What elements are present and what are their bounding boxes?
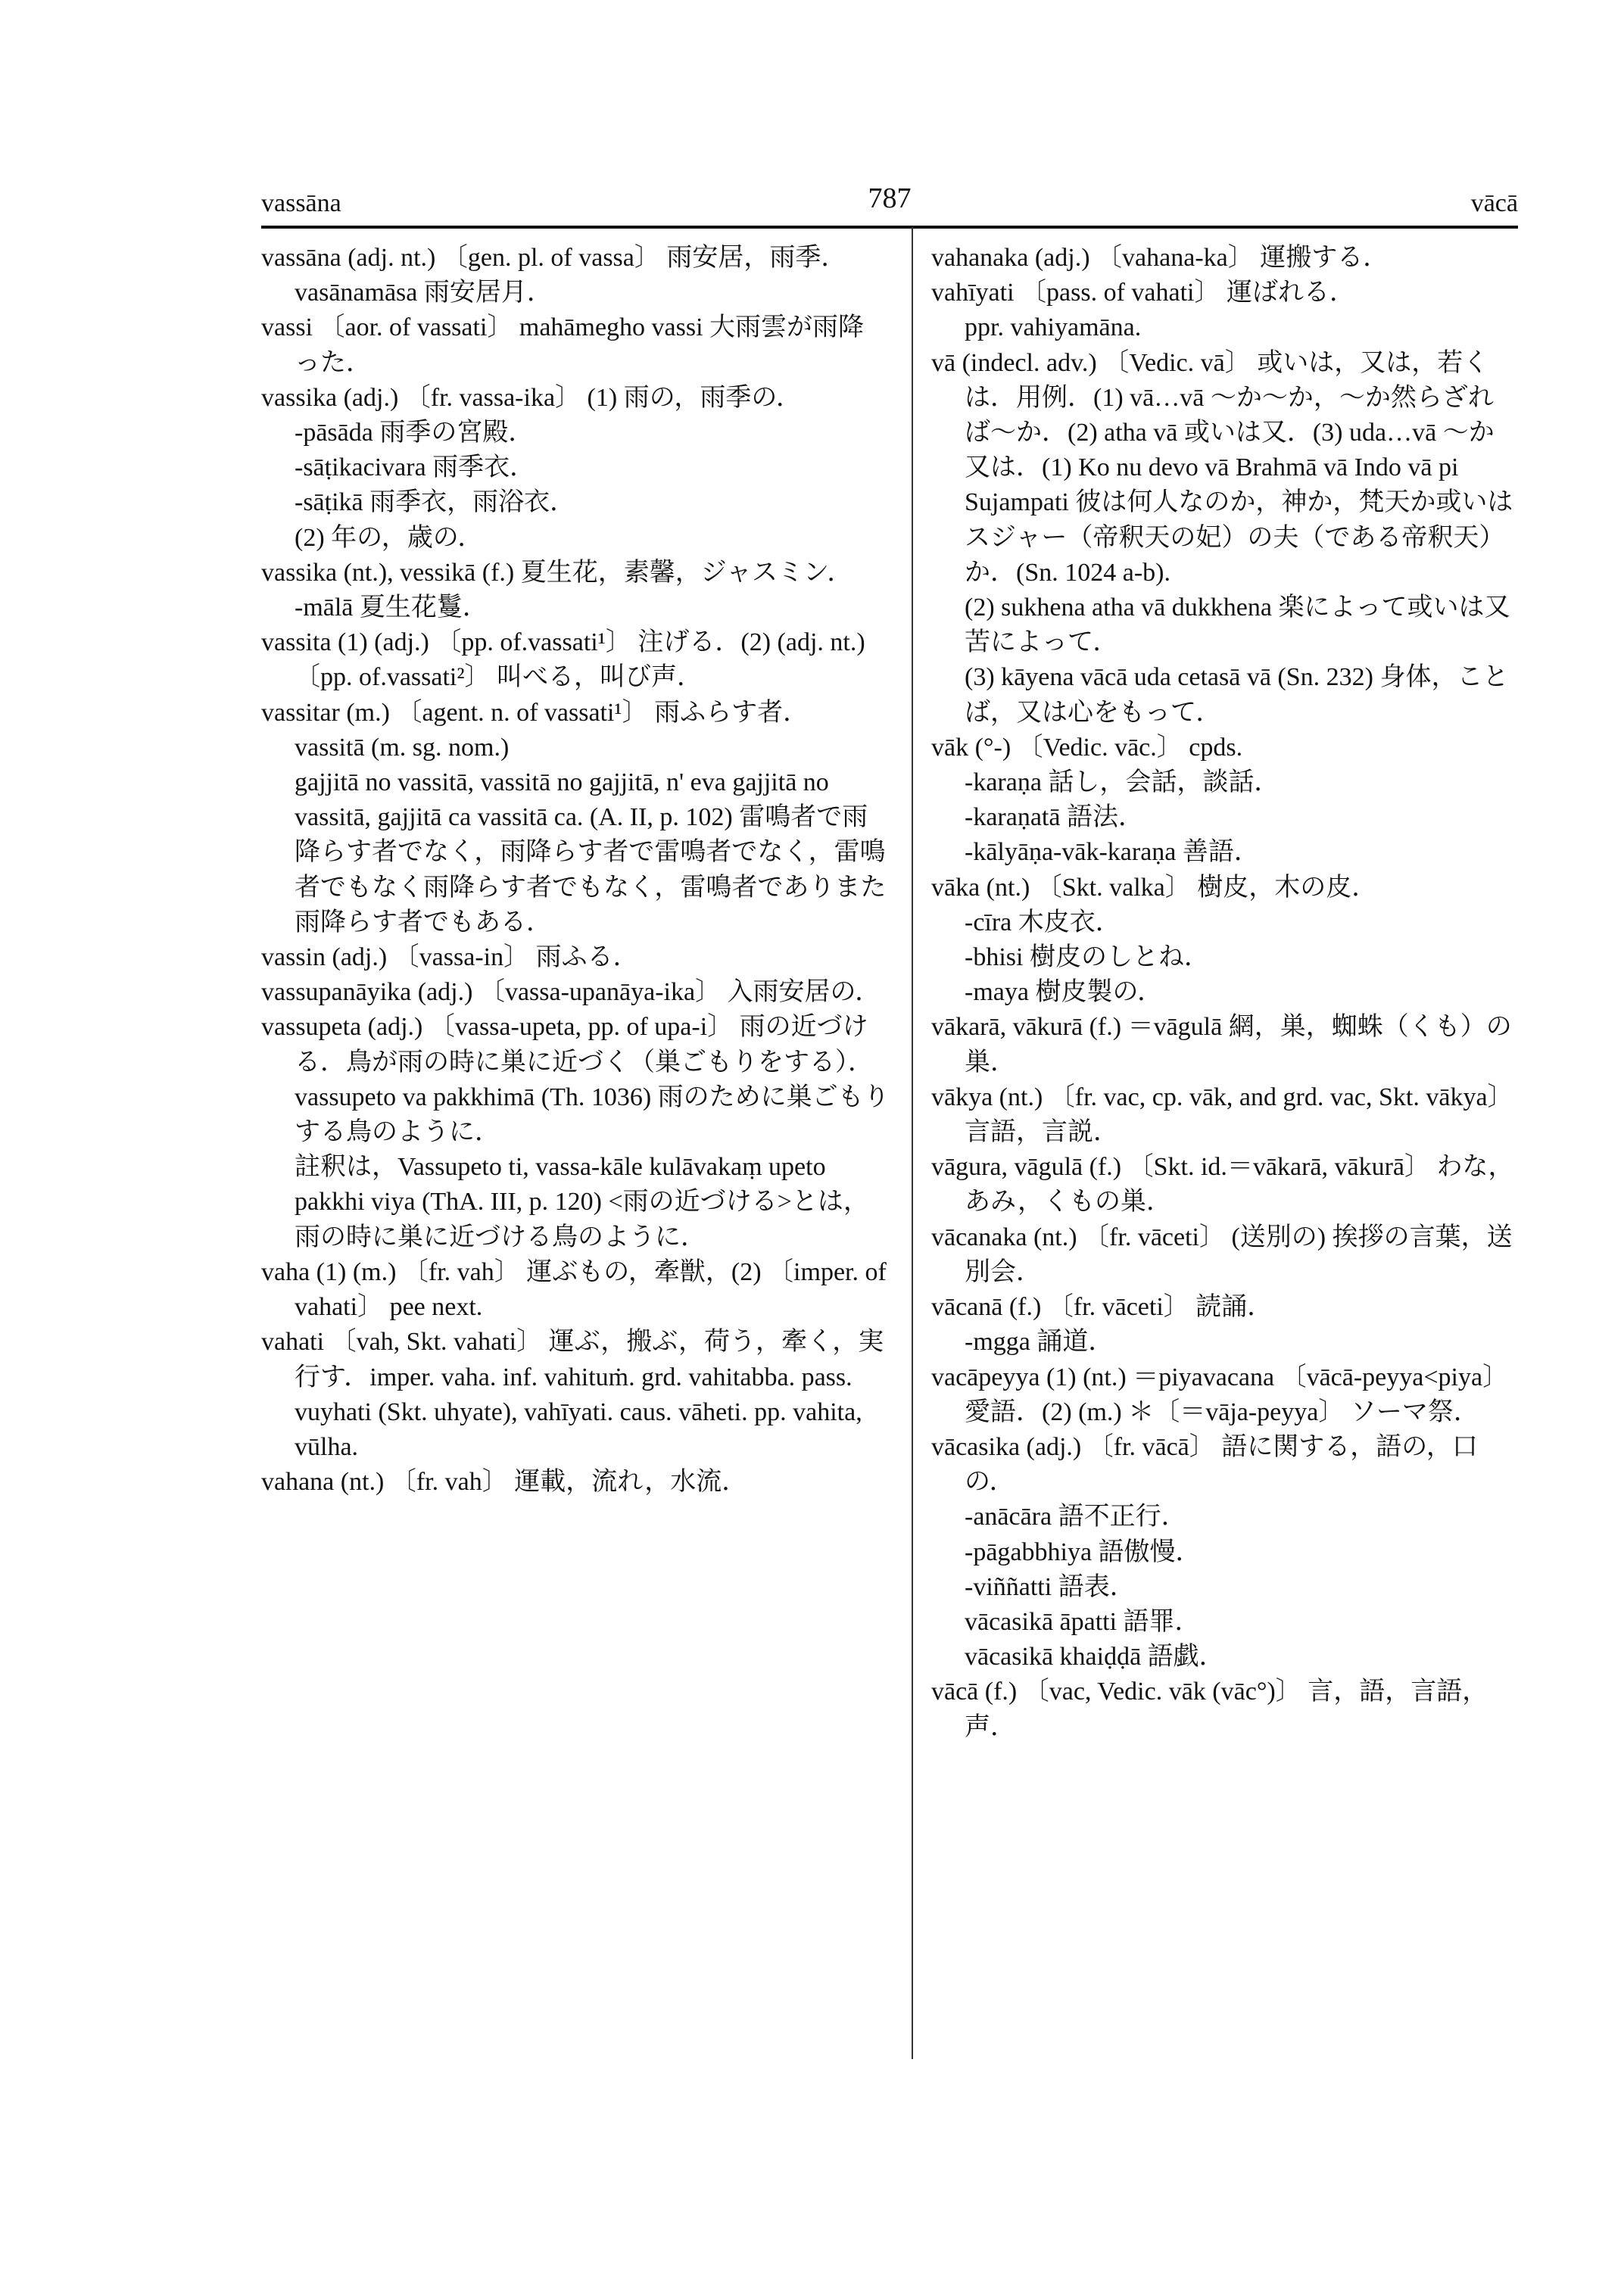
dictionary-entry: vassita (1) (adj.) 〔pp. of.vassati¹〕 注げる．(2) (adj. nt.) 〔pp. of.vassati²〕 叫べる，叫び声． <box>261 628 865 692</box>
entry-subline: -viññatti 語表． <box>965 1572 1136 1601</box>
entry-subline: (2) 年の，歳の． <box>295 523 484 552</box>
left-column <box>261 241 890 1500</box>
dictionary-entry: vahanaka (adj.) 〔vahana-ka〕 運搬する． <box>931 244 1389 272</box>
entry-subline: vācasikā āpatti 語罪． <box>965 1607 1201 1636</box>
dictionary-entry: vāk (°-) 〔Vedic. vāc.〕 cpds. <box>931 733 1243 762</box>
column-divider <box>912 227 913 2059</box>
entry-subline: ppr. vahiyamāna. <box>965 313 1142 342</box>
entry-subline: -pāsāda 雨季の宮殿． <box>295 419 535 447</box>
dictionary-entry: vassitar (m.) 〔agent. n. of vassati¹〕 雨ふらす者． <box>261 698 809 727</box>
entry-subline: -kālyāṇa-vāk-karaṇa 善語． <box>965 838 1260 867</box>
dictionary-entry: vāka (nt.) 〔Skt. valka〕 樹皮，木の皮． <box>931 873 1378 902</box>
dictionary-entry: vahīyati 〔pass. of vahati〕 運ばれる． <box>931 279 1355 307</box>
dictionary-entry: vassin (adj.) 〔vassa-in〕 雨ふる． <box>261 943 639 972</box>
dictionary-entry: vācanā (f.) 〔fr. vāceti〕 読誦． <box>931 1293 1273 1322</box>
entry-subline: -sāṭikacivara 雨季衣． <box>295 453 536 482</box>
dictionary-entry: vākarā, vākurā (f.) ＝vāgulā 網，巣，蜘蛛（くも）の巣． <box>931 1013 1512 1076</box>
dictionary-entry: vahati 〔vah, Skt. vahati〕 運ぶ，搬ぶ，荷う，牽く，実行す．imper. vaha. inf. vahituṁ. grd. vahitabba. pass. vuyhati (Skt. uhyate), vahīyati. caus. vāheti. pp. vahita, vūlha. <box>261 1328 884 1461</box>
dictionary-entry: vaha (1) (m.) 〔fr. vah〕 運ぶもの，牽獣，(2) 〔imper. of vahati〕 pee next. <box>261 1257 887 1322</box>
entry-subline: -maya 樹皮製の． <box>965 978 1164 1007</box>
header-rule <box>261 226 1518 229</box>
entry-subline: 註釈は，Vassupeto ti, vassa-kāle kulāvakaṃ upeto pakkhi viya (ThA. III, p. 120) <雨の近づける>とは，雨の時に巣に近づける鳥のように． <box>295 1153 869 1251</box>
dictionary-entry: vācasika (adj.) 〔fr. vācā〕 語に関する，語の，口の． <box>931 1432 1478 1497</box>
entry-subline: -bhisi 樹皮のしとね． <box>965 943 1210 972</box>
entry-subline: -cīra 木皮衣． <box>965 908 1121 936</box>
entry-subline: -karaṇatā 語法． <box>965 803 1144 832</box>
dictionary-entry: vahana (nt.) 〔fr. vah〕 運載，流れ，水流． <box>261 1468 748 1497</box>
entry-subline: -mālā 夏生花鬘． <box>295 594 488 622</box>
entry-subline: -sāṭikā 雨季衣，雨浴衣． <box>295 488 576 517</box>
dictionary-entry: vācanaka (nt.) 〔fr. vāceti〕 (送別の) 挨拶の言葉，送別会． <box>931 1223 1513 1286</box>
dictionary-entry: vassika (adj.) 〔fr. vassa-ika〕 (1) 雨の，雨季の． <box>261 383 802 412</box>
dictionary-entry: vassāna (adj. nt.) 〔gen. pl. of vassa〕 雨安居，雨季．vasānamāsa 雨安居月． <box>261 244 847 307</box>
page-header <box>261 182 1518 227</box>
entry-subline: vassitā (m. sg. nom.) <box>295 733 510 762</box>
entry-subline: -mgga 誦道． <box>965 1328 1114 1357</box>
dictionary-entry: vacāpeyya (1) (nt.) ＝piyavacana 〔vācā-peyya<piya〕 愛語．(2) (m.) ＊〔＝vāja-peyya〕 ソーマ祭． <box>931 1363 1509 1426</box>
entry-subline: (2) sukhena atha vā dukkhena 楽によって或いは又苦によって． <box>965 594 1510 657</box>
dictionary-entry: vassupeta (adj.) 〔vassa-upeta, pp. of upa-i〕 雨の近づける．鳥が雨の時に巣に近づく（巣ごもりをする）． <box>261 1013 874 1076</box>
dictionary-entry: vākya (nt.) 〔fr. vac, cp. vāk, and grd. vac, Skt. vākya〕 言語，言説． <box>931 1083 1513 1147</box>
dictionary-entry: vā (indecl. adv.) 〔Vedic. vā〕 或いは，又は，若くは．用例．(1) vā…vā ～か～か，～か然らざれば～か．(2) atha vā 或いは又．(3) uda…vā ～か又は．(1) Ko nu devo vā Brahmā vā Indo vā pi Sujampati 彼は何人なのか，神か，梵天か或いはスジャー（帝釈天の妃）の夫（である帝釈天）か．(Sn. 1024 a-b). <box>931 348 1513 587</box>
entry-subline: vācasikā khaiḍḍā 語戯． <box>965 1643 1225 1671</box>
entry-subline: (3) kāyena vācā uda cetasā vā (Sn. 232) 身体，ことば，又は心をもって． <box>965 663 1509 727</box>
page-number: 787 <box>868 182 912 214</box>
entry-subline: vassupeto va pakkhimā (Th. 1036) 雨のために巣ごもりする鳥のように． <box>295 1083 890 1147</box>
entry-subline: -pāgabbhiya 語傲慢． <box>965 1537 1202 1566</box>
right-column <box>931 241 1518 1745</box>
header-left-guide-word: vassāna <box>261 189 341 217</box>
entry-subline: gajjitā no vassitā, vassitā no gajjitā, n' eva gajjitā no vassitā, gajjitā ca vassitā ca. (A. II, p. 102) 雷鳴者で雨降らす者でなく，雨降らす者で雷鳴者でなく，雷鳴者でもなく雨降らす者でもなく，雷鳴者でありまた雨降らす者でもある． <box>295 768 887 936</box>
dictionary-entry: vācā (f.) 〔vac, Vedic. vāk (vāc°)〕 言，語，言語，声． <box>931 1678 1488 1741</box>
dictionary-entry: vassi 〔aor. of vassati〕 mahāmegho vassi 大雨雲が雨降った． <box>261 313 865 377</box>
header-right-guide-word: vācā <box>1470 189 1518 217</box>
dictionary-entry: vassika (nt.), vessikā (f.) 夏生花，素馨，ジャスミン． <box>261 558 853 587</box>
dictionary-entry: vāgura, vāgulā (f.) 〔Skt. id.＝vākarā, vākurā〕 わな，あみ，くもの巣． <box>931 1153 1514 1217</box>
entry-subline: -karaṇa 話し，会話，談話． <box>965 768 1280 797</box>
entry-subline: -anācāra 語不正行． <box>965 1503 1187 1531</box>
dictionary-entry: vassupanāyika (adj.) 〔vassa-upanāya-ika〕 入雨安居の． <box>261 978 881 1007</box>
